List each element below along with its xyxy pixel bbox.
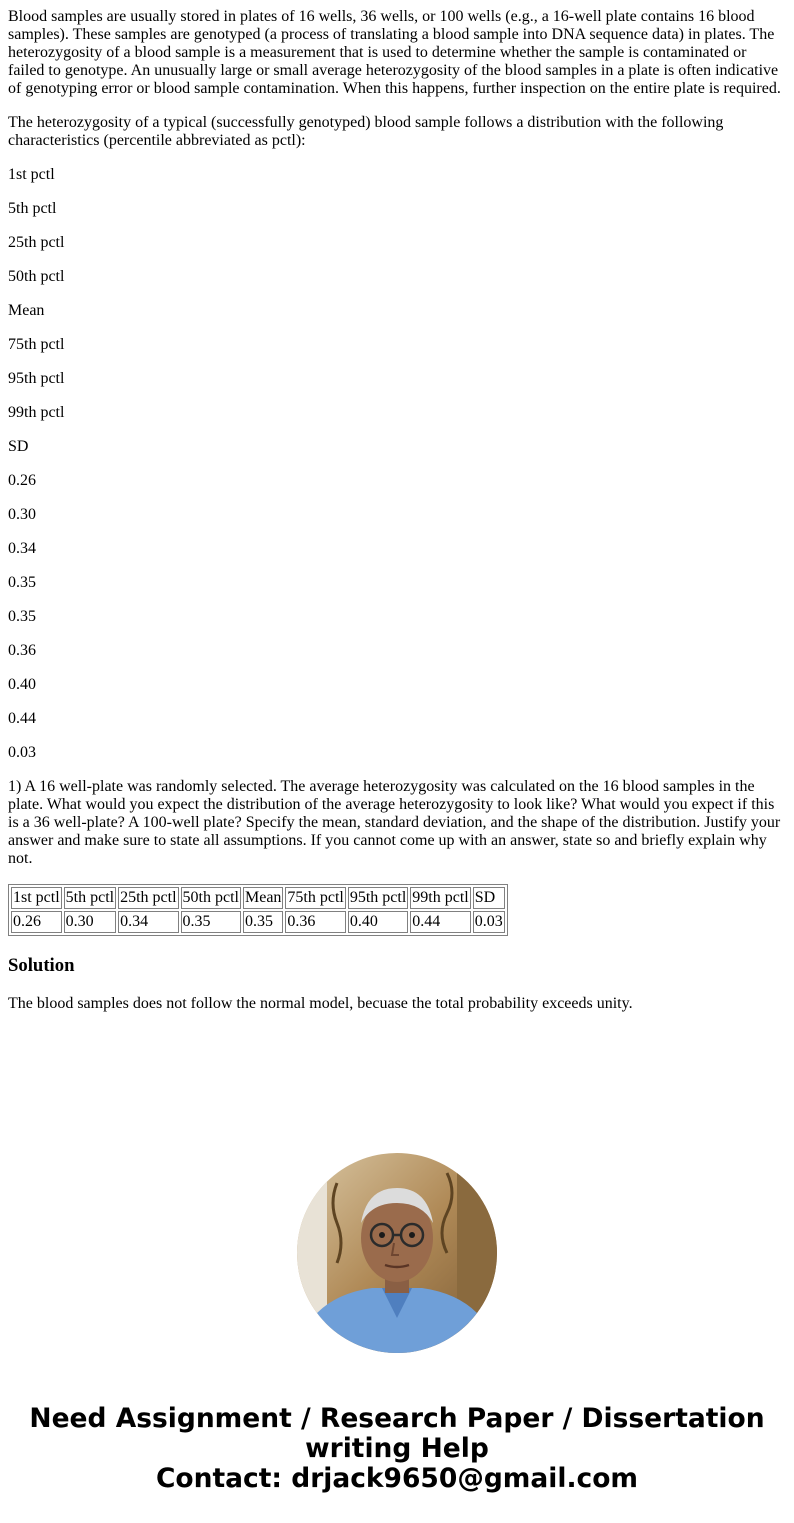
author-portrait-icon — [297, 1153, 497, 1353]
stat-value: 0.35 — [8, 608, 36, 625]
solution-text: The blood samples does not follow the normal model, becuase the total probability exceeds unity. — [8, 995, 633, 1012]
table-header-cell: 95th pctl — [348, 887, 408, 909]
table-header-row — [11, 887, 505, 909]
table-row — [11, 911, 505, 933]
table-cell: 0.36 — [285, 911, 345, 933]
stat-label: 1st pctl — [8, 166, 55, 183]
contact-banner-line-2: writing Help — [305, 1433, 489, 1464]
stat-label: Mean — [8, 302, 45, 319]
stat-value-list — [8, 472, 786, 762]
stat-label: 99th pctl — [8, 404, 65, 421]
stat-value: 0.40 — [8, 676, 36, 693]
table-cell: 0.03 — [473, 911, 505, 933]
table-header-cell: SD — [473, 887, 505, 909]
stat-label: SD — [8, 438, 29, 455]
stat-label: 5th pctl — [8, 200, 57, 217]
stat-label: 50th pctl — [8, 268, 65, 285]
stat-label: 95th pctl — [8, 370, 65, 387]
contact-email: Contact: drjack9650@gmail.com — [155, 1463, 639, 1494]
table-cell: 0.35 — [243, 911, 283, 933]
table-cell: 0.30 — [64, 911, 116, 933]
stat-value: 0.03 — [8, 744, 36, 761]
table-cell: 0.44 — [410, 911, 470, 933]
solution-heading: Solution — [8, 955, 75, 976]
author-avatar — [297, 1153, 497, 1353]
stats-table — [8, 884, 508, 936]
table-header-cell: 99th pctl — [410, 887, 470, 909]
contact-banner — [0, 1404, 794, 1494]
question-text: 1) A 16 well-plate was randomly selected. The average heterozygosity was calculated on the 16 blood samples in the plate. What would you expect the distribution of the average heterozygosity to look like? What would you expect if this is a 36 well-plate? A 100-well plate? Specify the mean, standard deviation, and the shape of the distribution. Justify your answer and make sure to state all assumptions. If you cannot come up with an answer, state so and briefly explain why not. — [8, 778, 781, 867]
table-header-cell: 1st pctl — [11, 887, 62, 909]
intro-paragraph-1: Blood samples are usually stored in plates of 16 wells, 36 wells, or 100 wells (e.g., a 16-well plate contains 16 blood samples). These samples are genotyped (a process of translating a blood sample into DNA sequence data) in plates. The heterozygosity of a blood sample is a measurement that is used to determine whether the sample is contaminated or failed to genotype. An unusually large or small average heterozygosity of the blood samples in a plate is often indicative of genotyping error or blood sample contamination. When this happens, further inspection on the entire plate is required. — [8, 8, 781, 97]
stat-label: 75th pctl — [8, 336, 65, 353]
table-header-cell: 5th pctl — [64, 887, 116, 909]
table-cell: 0.35 — [181, 911, 241, 933]
table-cell: 0.34 — [118, 911, 178, 933]
stat-value: 0.30 — [8, 506, 36, 523]
intro-paragraph-2: The heterozygosity of a typical (successfully genotyped) blood sample follows a distribution with the following characteristics (percentile abbreviated as pctl): — [8, 114, 724, 149]
table-header-cell: Mean — [243, 887, 283, 909]
table-header-cell: 25th pctl — [118, 887, 178, 909]
stat-label: 25th pctl — [8, 234, 65, 251]
stat-value: 0.26 — [8, 472, 36, 489]
table-header-cell: 50th pctl — [181, 887, 241, 909]
table-cell: 0.40 — [348, 911, 408, 933]
table-header-cell: 75th pctl — [285, 887, 345, 909]
stat-value: 0.44 — [8, 710, 36, 727]
contact-banner-line-1: Need Assignment / Research Paper / Dissertation — [29, 1403, 765, 1434]
table-cell: 0.26 — [11, 911, 62, 933]
stat-value: 0.34 — [8, 540, 36, 557]
stat-value: 0.36 — [8, 642, 36, 659]
stat-value: 0.35 — [8, 574, 36, 591]
stat-label-list — [8, 166, 786, 456]
